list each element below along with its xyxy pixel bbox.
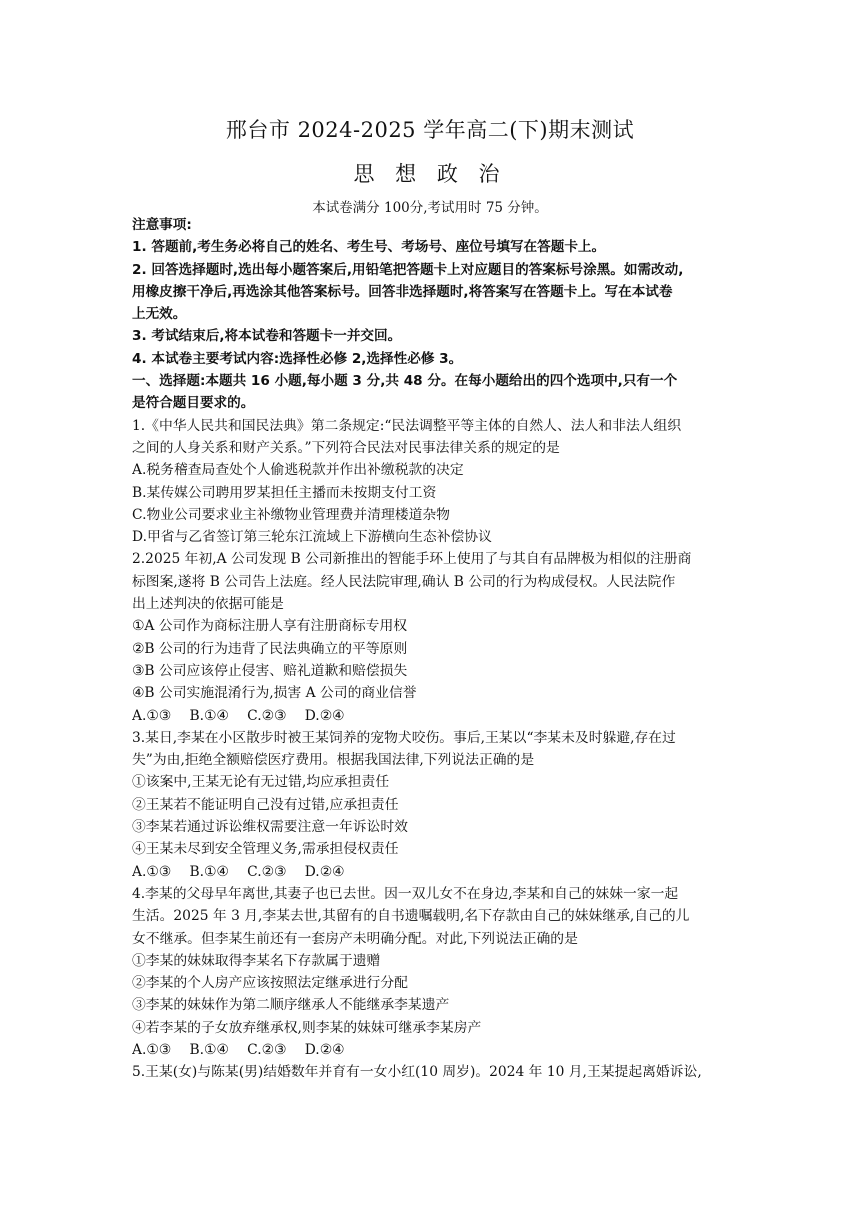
- exam-body: [132, 214, 736, 1084]
- statement-4: ④王某未尽到安全管理义务,需承担侵权责任: [132, 841, 399, 858]
- answer-choices: [132, 861, 736, 883]
- exam-title: 邢台市 2024-2025 学年高二(下)期末测试: [225, 118, 635, 142]
- choice-b: B.①④: [189, 1041, 229, 1058]
- notice-line: 上无效。: [132, 306, 187, 323]
- choice-d: D.②④: [304, 707, 345, 724]
- answer-choices: [132, 1039, 736, 1061]
- question-stem-line: 1.《中华人民共和国民法典》第二条规定:“民法调整平等主体的自然人、法人和非法人组织: [132, 417, 682, 434]
- question-2: [132, 548, 736, 726]
- question-stem-line: 出上述判决的依据可能是: [132, 596, 284, 613]
- section-heading-line: 是符合题目要求的。: [132, 395, 255, 412]
- question-stem-line: 3.某日,李某在小区散步时被王某饲养的宠物犬咬伤。事后,王某以“李某未及时躲避,存在过: [132, 729, 676, 746]
- question-3: [132, 727, 736, 883]
- notice-line: 用橡皮擦干净后,再选涂其他答案标号。回答非选择题时,将答案写在答题卡上。写在本试卷: [132, 283, 673, 300]
- question-4: [132, 883, 736, 1061]
- notice-line: 4. 本试卷主要考试内容:选择性必修 2,选择性必修 3。: [132, 350, 463, 367]
- statement-2: ②王某若不能证明自己没有过错,应承担责任: [132, 796, 399, 813]
- question-5: [132, 1061, 736, 1083]
- choice-d: D.②④: [304, 863, 345, 880]
- choice-c: C.②③: [247, 1041, 287, 1058]
- choice-b: B.①④: [189, 707, 229, 724]
- notice-line: 2. 回答选择题时,选出每小题答案后,用铅笔把答题卡上对应题目的答案标号涂黑。如需改动,: [132, 261, 684, 278]
- statement-1: ①该案中,王某无论有无过错,均应承担责任: [132, 774, 390, 791]
- notice-heading: 注意事项:: [132, 217, 192, 233]
- question-stem-line: 2.2025 年初,A 公司发现 B 公司新推出的智能手环上使用了与其自有品牌极为相似的注册商: [132, 551, 692, 568]
- statement-2: ②李某的个人房产应该按照法定继承进行分配: [132, 975, 408, 992]
- option-c: C.物业公司要求业主补缴物业管理费并清理楼道杂物: [132, 506, 450, 523]
- choice-a: A.①③: [132, 707, 172, 724]
- question-stem-line: 4.李某的父母早年离世,其妻子也已去世。因一双儿女不在身边,李某和自己的妹妹一家一起: [132, 885, 679, 902]
- question-stem-line: 失”为由,拒绝全额赔偿医疗费用。根据我国法律,下列说法正确的是: [132, 752, 535, 769]
- statement-2: ②B 公司的行为违背了民法典确立的平等原则: [132, 640, 408, 657]
- question-stem-line: 之间的人身关系和财产关系。”下列符合民法对民事法律关系的规定的是: [132, 439, 560, 456]
- section-heading: [132, 370, 736, 415]
- choice-d: D.②④: [304, 1041, 345, 1058]
- notice-line: 1. 答题前,考生务必将自己的姓名、考生号、考场号、座位号填写在答题卡上。: [132, 239, 606, 256]
- question-stem-line: 女不继承。但李某生前还有一套房产未明确分配。对此,下列说法正确的是: [132, 930, 578, 947]
- answer-choices: [132, 705, 736, 727]
- subject-title: 思 想 政 治: [353, 162, 507, 186]
- choice-b: B.①④: [189, 863, 229, 880]
- notice-line: 3. 考试结束后,将本试卷和答题卡一并交回。: [132, 328, 402, 345]
- choice-a: A.①③: [132, 863, 172, 880]
- statement-3: ③李某的妹妹作为第二顺序继承人不能继承李某遗产: [132, 997, 450, 1014]
- question-stem-line: 生活。2025 年 3 月,李某去世,其留有的自书遗嘱载明,名下存款由自己的妹妹继承,自己的儿: [132, 908, 690, 925]
- statement-4: ④若李某的子女放弃继承权,则李某的妹妹可继承李某房产: [132, 1019, 482, 1036]
- choice-a: A.①③: [132, 1041, 172, 1058]
- question-stem-line: 标图案,遂将 B 公司告上法庭。经人民法院审理,确认 B 公司的行为构成侵权。人民法院作: [132, 573, 676, 590]
- statement-3: ③李某若通过诉讼维权需要注意一年诉讼时效: [132, 819, 408, 836]
- option-b: B.某传媒公司聘用罗某担任主播而未按期支付工资: [132, 484, 437, 501]
- notice-section: [132, 214, 736, 370]
- option-d: D.甲省与乙省签订第三轮东江流域上下游横向生态补偿协议: [132, 529, 492, 546]
- statement-3: ③B 公司应该停止侵害、赔礼道歉和赔偿损失: [132, 662, 408, 679]
- statement-1: ①李某的妹妹取得李某名下存款属于遗赠: [132, 952, 381, 969]
- question-stem-line: 5.王某(女)与陈某(男)结婚数年并育有一女小红(10 周岁)。2024 年 10 月,王某提起离婚诉讼,: [132, 1064, 702, 1081]
- statement-1: ①A 公司作为商标注册人享有注册商标专用权: [132, 618, 408, 635]
- choice-c: C.②③: [247, 863, 287, 880]
- exam-info: 本试卷满分 100分,考试用时 75 分钟。: [312, 200, 548, 216]
- option-a: A.税务稽查局查处个人偷逃税款并作出补缴税款的决定: [132, 462, 464, 479]
- statement-4: ④B 公司实施混淆行为,损害 A 公司的商业信誉: [132, 685, 417, 702]
- choice-c: C.②③: [247, 707, 287, 724]
- question-1: [132, 415, 736, 549]
- section-heading-line: 一、选择题:本题共 16 小题,每小题 3 分,共 48 分。在每小题给出的四个选项中,只有一个: [132, 373, 678, 390]
